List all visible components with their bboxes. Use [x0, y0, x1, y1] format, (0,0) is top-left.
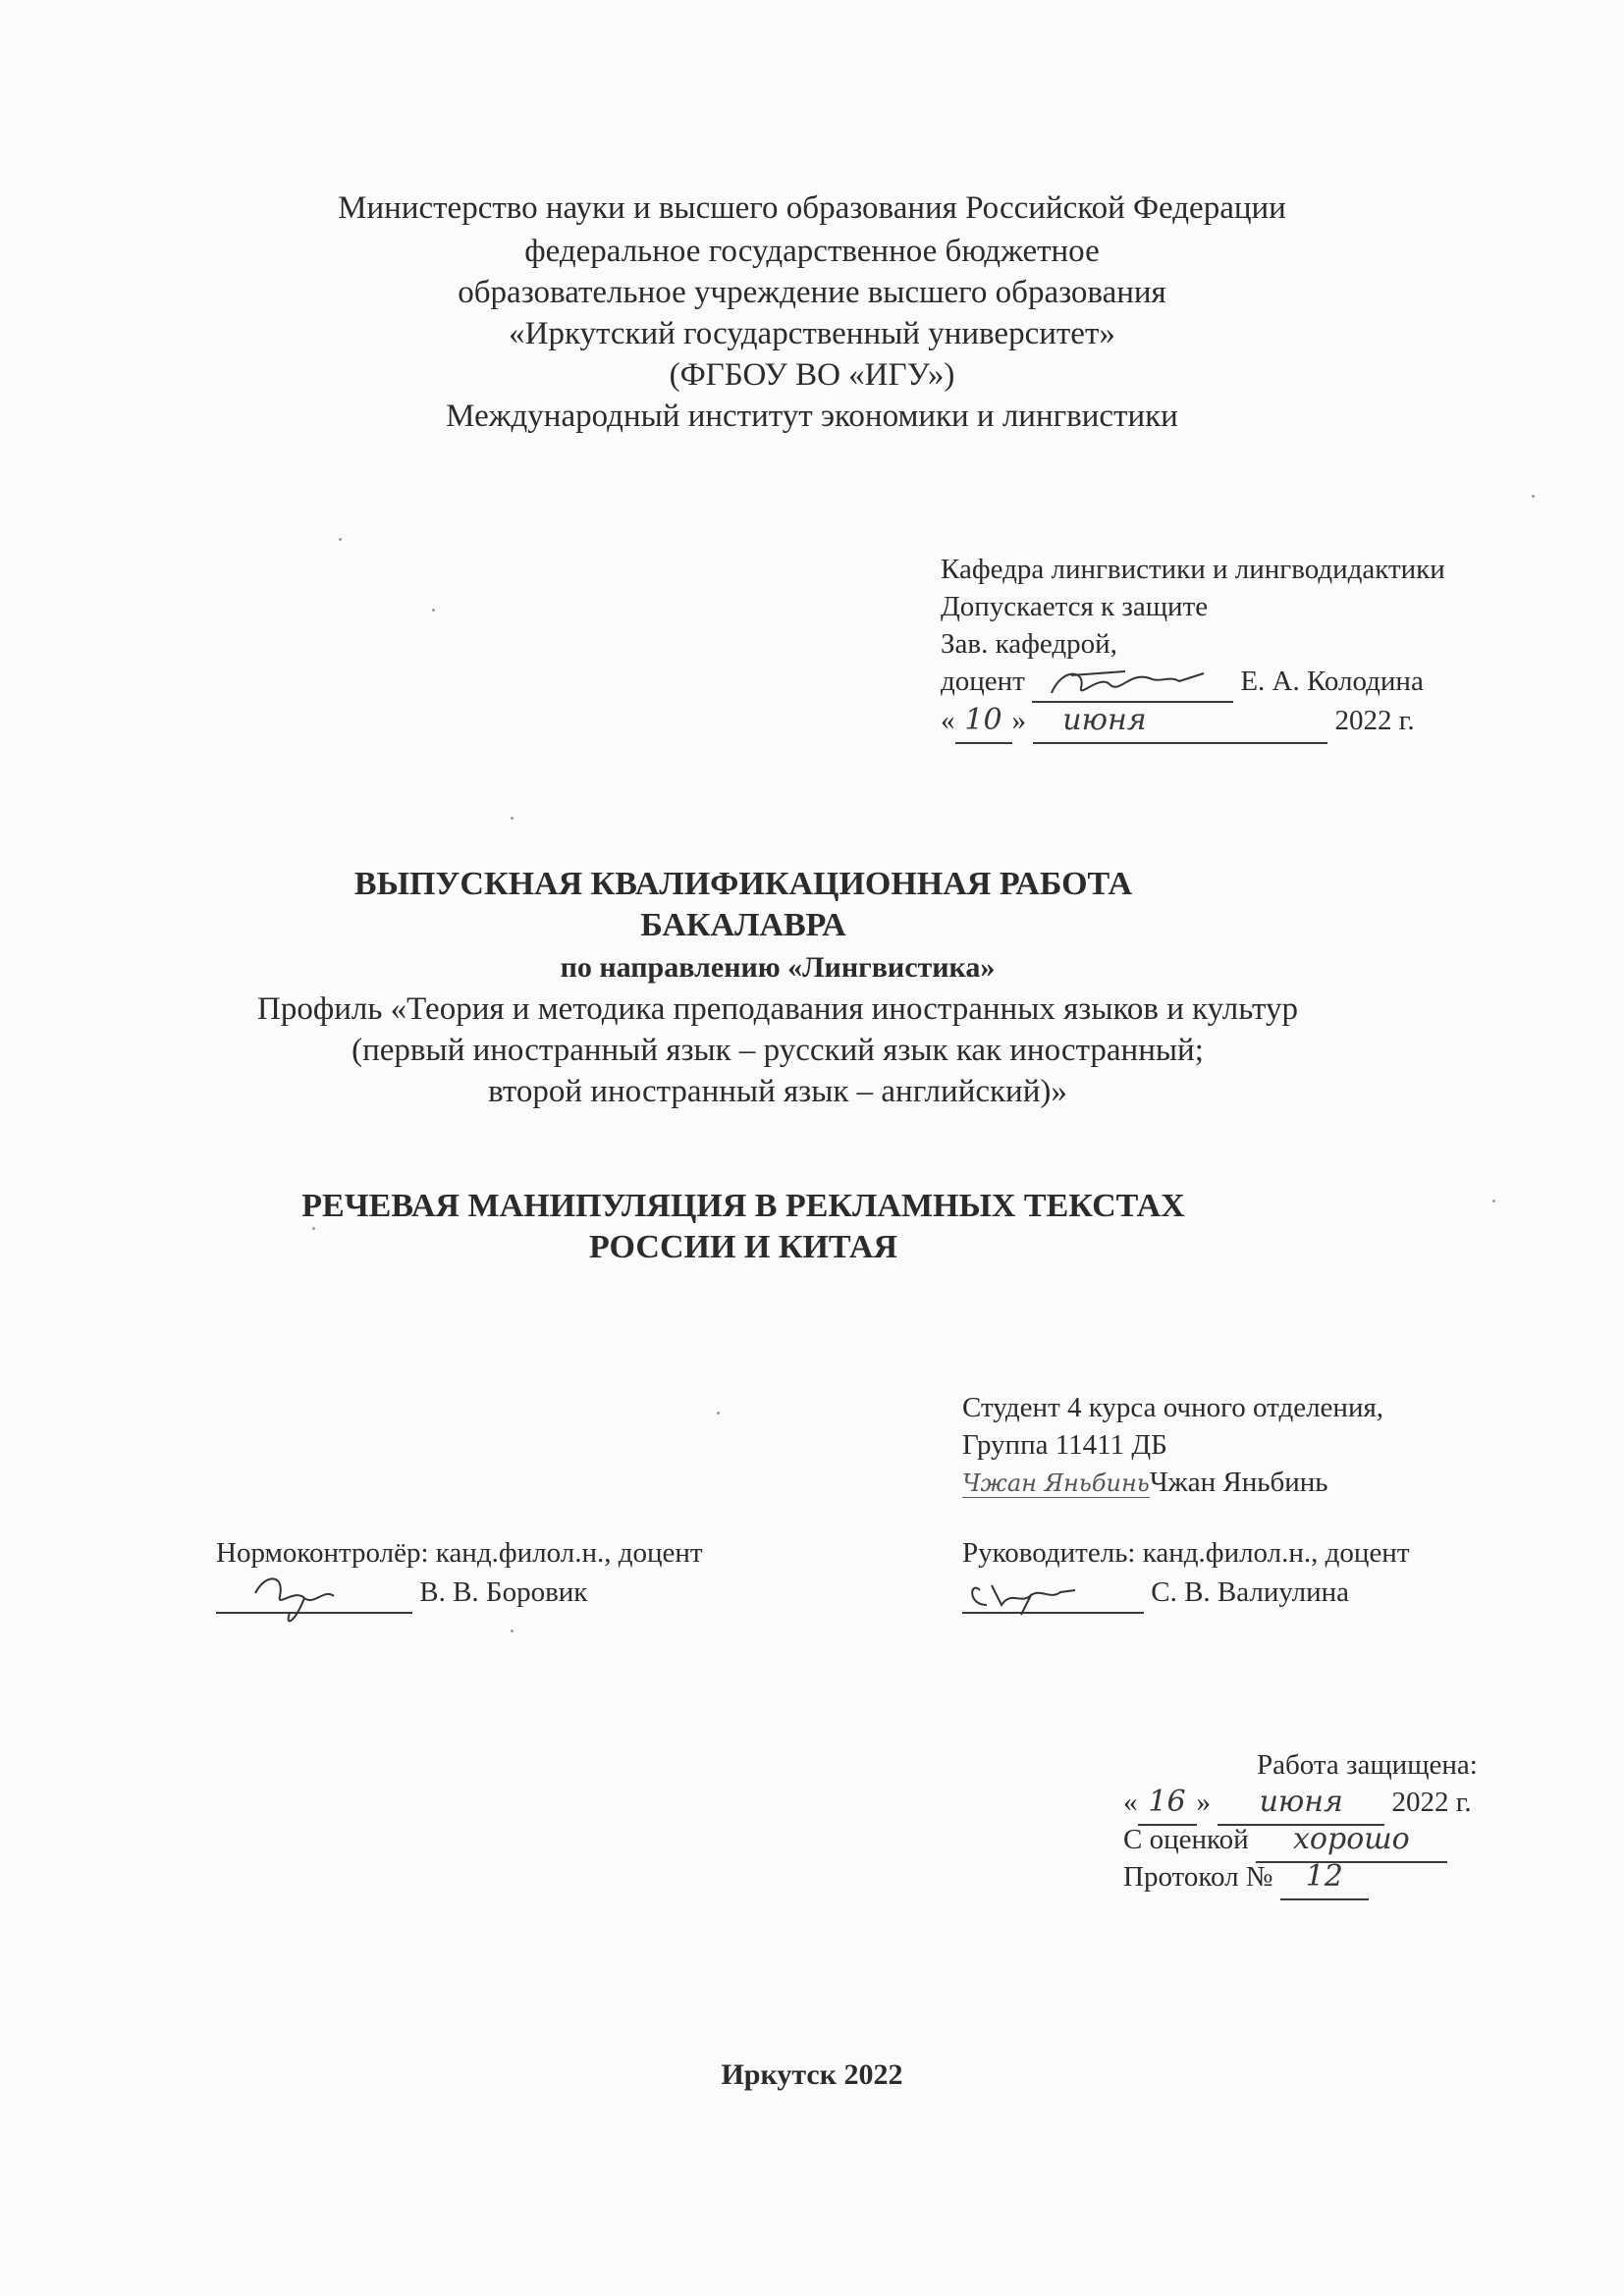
header-type: федеральное государственное бюджетное — [524, 234, 1100, 269]
defense-protocol-line — [1123, 1855, 1369, 1900]
normcontrol-signature-line — [216, 1571, 587, 1614]
approval-date — [941, 699, 1415, 744]
defense-protocol-number: 12 — [1280, 1855, 1369, 1900]
normcontrol-signature — [216, 1582, 412, 1614]
supervisor-signature-scribble-icon — [962, 1571, 1144, 1620]
student-signature: Чжан Яньбинь — [962, 1469, 1150, 1497]
scan-speck — [511, 817, 514, 820]
header-university: «Иркутский государственный университет» — [509, 316, 1115, 351]
scan-speck — [717, 1412, 720, 1415]
student-group: Группа 11411 ДБ — [962, 1429, 1167, 1461]
head-name: Е. А. Колодина — [1240, 666, 1424, 697]
scan-speck — [339, 538, 342, 541]
work-title-line1: ВЫПУСКНАЯ КВАЛИФИКАЦИОННАЯ РАБОТА — [353, 866, 1133, 902]
scan-speck — [511, 1629, 514, 1632]
header-institution-type: образовательное учреждение высшего образования — [458, 275, 1166, 310]
defense-open-quote: « — [1123, 1787, 1138, 1818]
supervisor-name: С. В. Валиулина — [1151, 1576, 1350, 1608]
topic-line2: РОССИИ И КИТАЯ — [588, 1229, 898, 1265]
defense-grade: хорошо — [1256, 1818, 1447, 1863]
scan-speck — [432, 609, 435, 612]
supervisor-signature — [962, 1582, 1144, 1614]
defense-title: Работа защищена: — [1257, 1749, 1478, 1781]
head-position: доцент — [941, 666, 1025, 697]
defense-grade-label: С оценкой — [1123, 1824, 1249, 1855]
defense-year: 2022 г. — [1391, 1787, 1472, 1818]
head-signature-scribble-icon — [1032, 664, 1233, 703]
work-direction: по направлению «Лингвистика» — [560, 951, 996, 984]
student-course: Студент 4 курса очного отделения, — [962, 1392, 1384, 1423]
approval-day: 10 — [955, 699, 1012, 744]
approval-year: 2022 г. — [1334, 705, 1415, 736]
normcontrol-name: В. В. Боровик — [419, 1576, 588, 1608]
topic-line1: РЕЧЕВАЯ МАНИПУЛЯЦИЯ В РЕКЛАМНЫХ ТЕКСТАХ — [301, 1188, 1185, 1224]
approval-open-quote: « — [941, 705, 955, 736]
supervisor-signature-line — [962, 1571, 1349, 1614]
header-abbreviation: (ФГБОУ ВО «ИГУ») — [669, 357, 955, 393]
head-of-department: Зав. кафедрой, — [941, 628, 1117, 660]
work-title-line2: БАКАЛАВРА — [640, 907, 846, 943]
approval-month: июня — [1033, 699, 1327, 744]
admitted-to-defense: Допускается к защите — [941, 591, 1209, 622]
defense-day: 16 — [1138, 1781, 1197, 1826]
department-name: Кафедра лингвистики и лингводидактики — [941, 554, 1445, 585]
header-institute: Международный институт экономики и лингвистики — [446, 399, 1178, 434]
work-profile-line2: (первый иностранный язык – русский язык как иностранный; — [352, 1033, 1204, 1068]
approval-close-quote: » — [1011, 705, 1026, 736]
work-profile-line1: Профиль «Теория и методика преподавания иностранных языков и культур — [257, 991, 1298, 1027]
supervisor-label: Руководитель: канд.филол.н., доцент — [962, 1537, 1410, 1569]
defense-protocol-label: Протокол № — [1123, 1861, 1273, 1893]
scan-speck — [1492, 1200, 1495, 1202]
normcontrol-label: Нормоконтролёр: канд.филол.н., доцент — [216, 1537, 703, 1569]
defense-close-quote: » — [1196, 1787, 1211, 1818]
scan-speck — [312, 1227, 315, 1230]
scan-speck — [1532, 495, 1535, 498]
footer-city-year: Иркутск 2022 — [721, 2058, 903, 2091]
student-signature-line — [962, 1461, 1327, 1505]
normcontrol-signature-scribble-icon — [216, 1569, 412, 1628]
student-name: Чжан Яньбинь — [1149, 1467, 1328, 1498]
head-signature-line — [941, 660, 1424, 703]
defense-month: июня — [1218, 1781, 1384, 1826]
header-ministry: Министерство науки и высшего образования Российской Федерации — [338, 190, 1286, 226]
work-profile-line3: второй иностранный язык – английский)» — [488, 1074, 1067, 1109]
